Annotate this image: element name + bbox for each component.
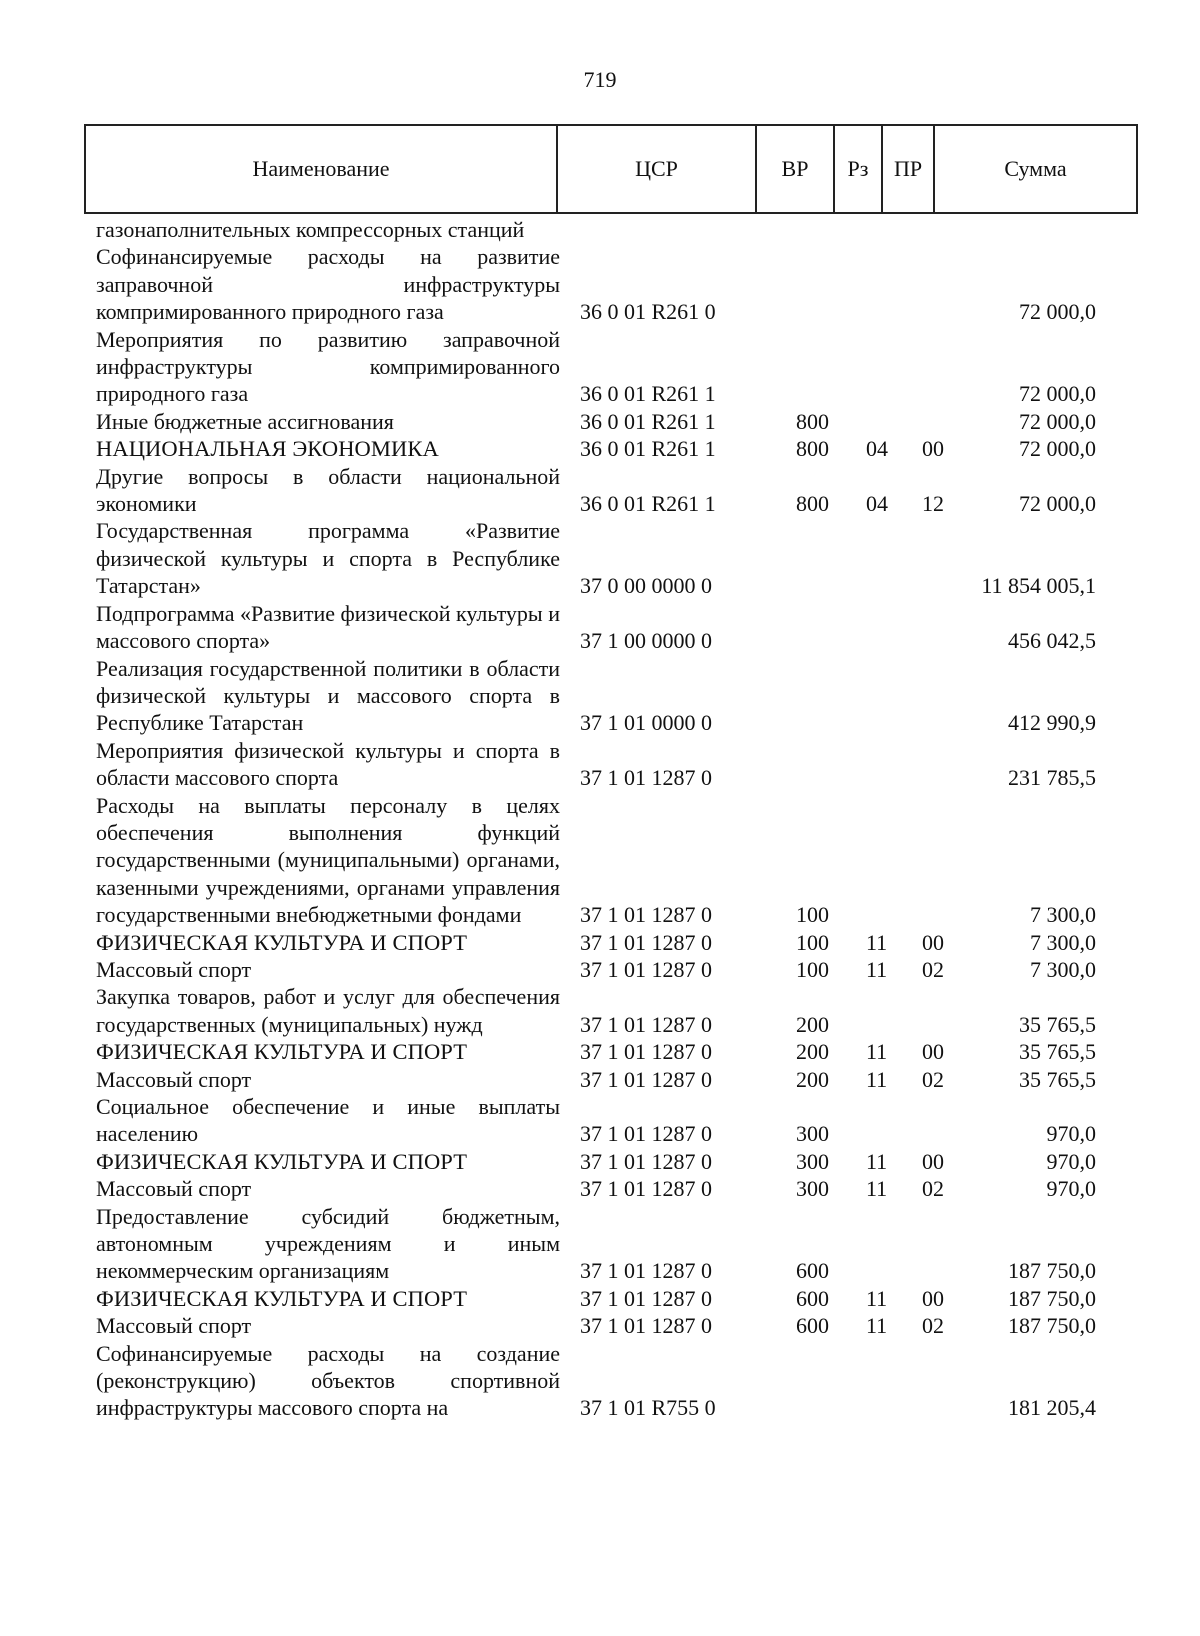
row-name: Массовый спорт xyxy=(96,1313,252,1339)
row-vr: 600 xyxy=(796,1285,829,1311)
row-name: Подпрограмма «Развитие физической культуры и массового спорта» xyxy=(96,600,560,654)
row-vr: 300 xyxy=(796,1176,829,1202)
row-pr: 02 xyxy=(922,1176,944,1202)
table-row xyxy=(84,1340,1136,1422)
page-number: 719 xyxy=(583,67,617,92)
table-row xyxy=(84,463,1136,518)
row-csr: 37 1 01 1287 0 xyxy=(580,1011,712,1037)
row-vr: 600 xyxy=(796,1313,829,1339)
row-pr: 00 xyxy=(922,1285,944,1311)
row-sum: 970,0 xyxy=(1046,1176,1096,1202)
row-rz: 11 xyxy=(866,1148,888,1174)
row-name: Государственная программа «Развитие физической культуры и спорта в Республике Татарстан» xyxy=(96,518,560,599)
row-sum: 412 990,9 xyxy=(1008,710,1096,736)
row-rz: 11 xyxy=(866,929,888,955)
row-sum: 181 205,4 xyxy=(1008,1395,1096,1421)
row-name: НАЦИОНАЛЬНАЯ ЭКОНОМИКА xyxy=(96,436,439,462)
table-row xyxy=(84,216,1136,243)
table-row xyxy=(84,1038,1136,1065)
table-row xyxy=(84,655,1136,737)
row-name: ФИЗИЧЕСКАЯ КУЛЬТУРА И СПОРТ xyxy=(96,1285,468,1311)
row-rz: 11 xyxy=(866,1066,888,1092)
row-name: Массовый спорт xyxy=(96,956,252,982)
row-sum: 35 765,5 xyxy=(1019,1011,1096,1037)
header-csr: ЦСР xyxy=(557,125,756,213)
row-pr: 02 xyxy=(922,1066,944,1092)
row-name: Софинансируемые расходы на развитие заправочной инфраструктуры компримированного природного газа xyxy=(96,244,560,325)
table-row xyxy=(84,956,1136,983)
row-vr: 200 xyxy=(796,1011,829,1037)
row-name: Мероприятия физической культуры и спорта в области массового спорта xyxy=(96,737,560,791)
row-rz: 11 xyxy=(866,1313,888,1339)
row-name: Предоставление субсидий бюджетным, автономным учреждениям и иным некоммерческим организациям xyxy=(96,1203,560,1284)
header-pr: ПР xyxy=(882,125,934,213)
table-row xyxy=(84,326,1136,408)
row-vr: 800 xyxy=(796,436,829,462)
row-sum: 72 000,0 xyxy=(1019,381,1096,407)
row-sum: 970,0 xyxy=(1046,1121,1096,1147)
table-row xyxy=(84,408,1136,435)
row-rz: 11 xyxy=(866,1176,888,1202)
row-sum: 72 000,0 xyxy=(1019,436,1096,462)
row-rz: 04 xyxy=(866,436,888,462)
row-pr: 00 xyxy=(922,436,944,462)
row-name: Социальное обеспечение и иные выплаты населению xyxy=(96,1094,560,1147)
row-csr: 37 1 01 1287 0 xyxy=(580,1258,712,1284)
row-csr: 37 1 01 1287 0 xyxy=(580,929,712,955)
row-vr: 200 xyxy=(796,1039,829,1065)
row-vr: 200 xyxy=(796,1066,829,1092)
row-vr: 300 xyxy=(796,1121,829,1147)
row-sum: 72 000,0 xyxy=(1019,491,1096,517)
row-name: Мероприятия по развитию заправочной инфраструктуры компримированного природного газа xyxy=(96,326,560,407)
row-sum: 187 750,0 xyxy=(1008,1313,1096,1339)
row-name: Софинансируемые расходы на создание (реконструкцию) объектов спортивной инфраструктуры массового спорта на xyxy=(96,1340,560,1421)
row-name: Массовый спорт xyxy=(96,1176,252,1202)
row-csr: 37 1 01 1287 0 xyxy=(580,1285,712,1311)
row-csr: 37 1 01 1287 0 xyxy=(580,956,712,982)
table-row xyxy=(84,737,1136,792)
row-csr: 37 1 01 1287 0 xyxy=(580,1121,712,1147)
table-row xyxy=(84,517,1136,599)
header-rz: Рз xyxy=(834,125,882,213)
table-row xyxy=(84,1066,1136,1093)
row-name: Расходы на выплаты персоналу в целях обеспечения выполнения функций государственными (муниципальными) органами, казенными учреждениями, органами управления государственными внебюджетными фондами xyxy=(96,792,560,928)
table-row xyxy=(84,1175,1136,1202)
row-pr: 02 xyxy=(922,956,944,982)
row-vr: 800 xyxy=(796,491,829,517)
row-csr: 37 1 00 0000 0 xyxy=(580,628,712,654)
row-csr: 37 1 01 1287 0 xyxy=(580,1066,712,1092)
row-sum: 231 785,5 xyxy=(1008,765,1096,791)
row-csr: 37 1 01 1287 0 xyxy=(580,765,712,791)
row-sum: 187 750,0 xyxy=(1008,1285,1096,1311)
row-csr: 37 1 01 1287 0 xyxy=(580,902,712,928)
row-rz: 11 xyxy=(866,956,888,982)
row-csr: 37 1 01 R755 0 xyxy=(580,1395,716,1421)
row-name: ФИЗИЧЕСКАЯ КУЛЬТУРА И СПОРТ xyxy=(96,1039,468,1065)
table-row xyxy=(84,1312,1136,1339)
row-name: ФИЗИЧЕСКАЯ КУЛЬТУРА И СПОРТ xyxy=(96,929,468,955)
table-body xyxy=(84,216,1136,1422)
row-sum: 72 000,0 xyxy=(1019,408,1096,434)
row-pr: 00 xyxy=(922,1039,944,1065)
row-name: Закупка товаров, работ и услуг для обеспечения государственных (муниципальных) нужд xyxy=(96,984,560,1037)
row-rz: 11 xyxy=(866,1285,888,1311)
row-sum: 970,0 xyxy=(1046,1148,1096,1174)
table-row xyxy=(84,983,1136,1038)
row-csr: 37 1 01 1287 0 xyxy=(580,1176,712,1202)
row-name: Иные бюджетные ассигнования xyxy=(96,408,394,434)
row-vr: 300 xyxy=(796,1148,829,1174)
row-pr: 02 xyxy=(922,1313,944,1339)
row-csr: 36 0 01 R261 1 xyxy=(580,408,716,434)
row-sum: 72 000,0 xyxy=(1019,299,1096,325)
row-sum: 7 300,0 xyxy=(1030,929,1096,955)
row-csr: 37 0 00 0000 0 xyxy=(580,573,712,599)
row-name: газонаполнительных компрессорных станций xyxy=(96,217,525,242)
row-pr: 00 xyxy=(922,929,944,955)
row-vr: 100 xyxy=(796,956,829,982)
row-vr: 600 xyxy=(796,1258,829,1284)
table-header xyxy=(84,124,1138,214)
row-csr: 37 1 01 1287 0 xyxy=(580,1148,712,1174)
row-csr: 36 0 01 R261 1 xyxy=(580,381,716,407)
row-csr: 36 0 01 R261 1 xyxy=(580,491,716,517)
row-name: Реализация государственной политики в области физической культуры и массового спорта в Республике Татарстан xyxy=(96,655,560,736)
row-sum: 7 300,0 xyxy=(1030,956,1096,982)
header-sum: Сумма xyxy=(934,125,1137,213)
row-csr: 36 0 01 R261 0 xyxy=(580,299,716,325)
row-name: ФИЗИЧЕСКАЯ КУЛЬТУРА И СПОРТ xyxy=(96,1148,468,1174)
row-sum: 456 042,5 xyxy=(1008,628,1096,654)
row-sum: 11 854 005,1 xyxy=(981,573,1096,599)
row-sum: 35 765,5 xyxy=(1019,1066,1096,1092)
row-csr: 37 1 01 1287 0 xyxy=(580,1039,712,1065)
row-sum: 35 765,5 xyxy=(1019,1039,1096,1065)
table-row xyxy=(84,1093,1136,1148)
table-row xyxy=(84,435,1136,462)
row-pr: 12 xyxy=(922,491,944,517)
row-rz: 04 xyxy=(866,491,888,517)
row-rz: 11 xyxy=(866,1039,888,1065)
table-row xyxy=(84,1148,1136,1175)
table-row xyxy=(84,929,1136,956)
table-row xyxy=(84,1203,1136,1285)
table-row xyxy=(84,243,1136,325)
row-vr: 100 xyxy=(796,902,829,928)
table-row xyxy=(84,600,1136,655)
table-row xyxy=(84,1285,1136,1312)
row-pr: 00 xyxy=(922,1148,944,1174)
row-vr: 100 xyxy=(796,929,829,955)
row-vr: 800 xyxy=(796,408,829,434)
row-name: Другие вопросы в области национальной экономики xyxy=(96,463,560,517)
header-vr: ВР xyxy=(756,125,834,213)
row-name: Массовый спорт xyxy=(96,1066,252,1092)
header-name: Наименование xyxy=(85,125,557,213)
row-csr: 37 1 01 1287 0 xyxy=(580,1313,712,1339)
row-sum: 187 750,0 xyxy=(1008,1258,1096,1284)
row-csr: 37 1 01 0000 0 xyxy=(580,710,712,736)
row-sum: 7 300,0 xyxy=(1030,902,1096,928)
row-csr: 36 0 01 R261 1 xyxy=(580,436,716,462)
table-row xyxy=(84,792,1136,929)
